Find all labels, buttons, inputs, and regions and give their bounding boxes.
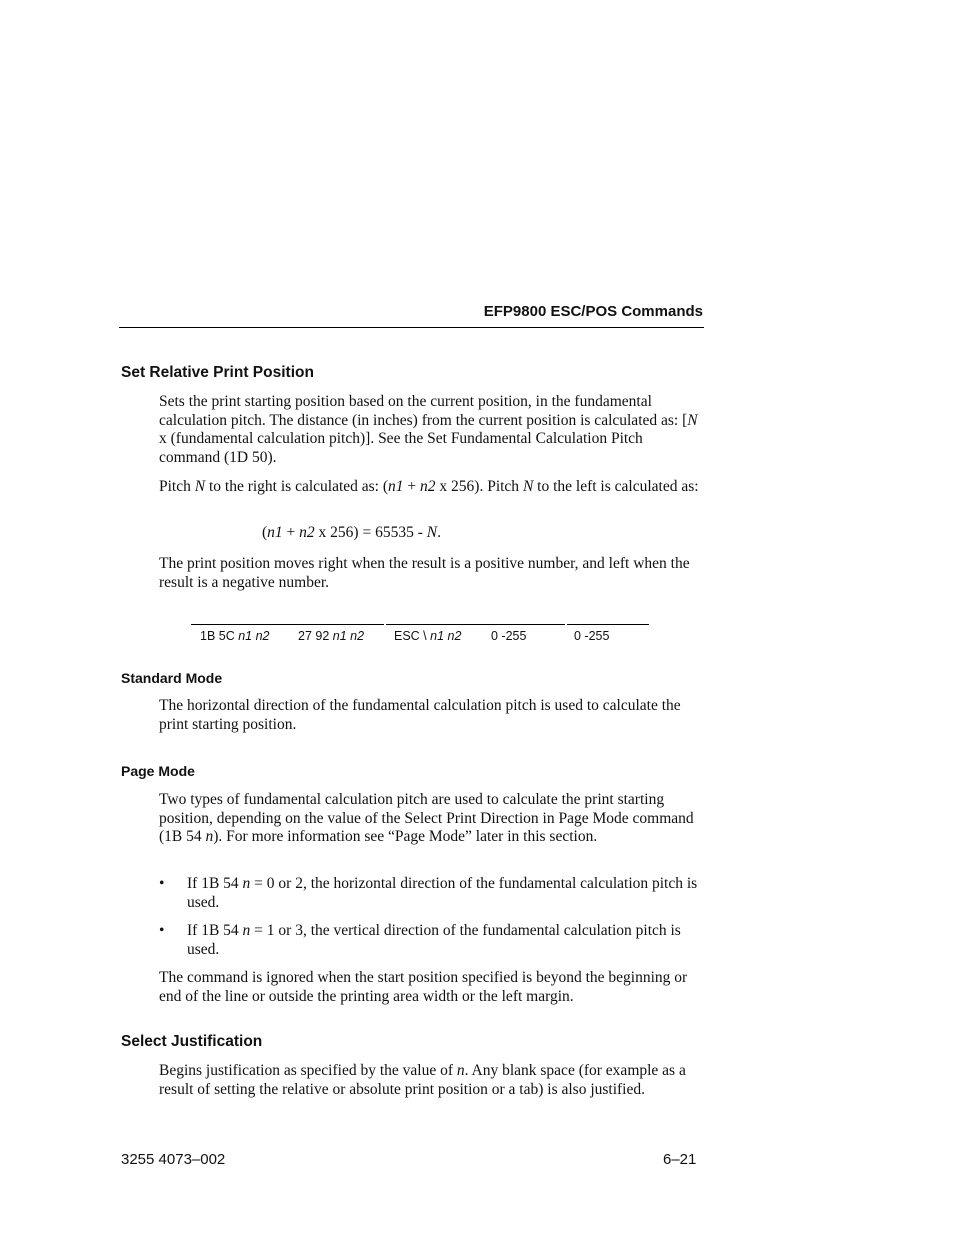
bullet-marker: • xyxy=(159,875,165,892)
paragraph-page-mode-intro: Two types of fundamental calculation pitch are used to calculate the print starting position, depending on the value of the Select Print Direction in Page Mode command (1B 54 n). For more information see “Page Mode” later in this section. xyxy=(159,791,694,846)
table-rule xyxy=(567,624,649,625)
paragraph-set-relative-intro: Sets the print starting position based on the current position, in the fundamental calculation pitch. The distance (in inches) from the current position is calculated as: [N x (fundamental calculation pitch)]. See the Set Fundamental Calculation Pitch command (1D 50). xyxy=(159,393,698,466)
table-rule xyxy=(386,624,565,625)
section-heading-standard-mode: Standard Mode xyxy=(121,670,223,686)
command-ascii: ESC \ n1 n2 xyxy=(394,629,462,643)
section-heading-set-relative: Set Relative Print Position xyxy=(121,364,314,381)
header-rule xyxy=(119,327,704,328)
bullet-marker: • xyxy=(159,922,165,939)
paragraph-select-justification: Begins justification as specified by the value of n. Any blank space (for example as a result of setting the relative or absolute print position or a tab) is also justified. xyxy=(159,1062,686,1098)
bullet-item-horizontal: If 1B 54 n = 0 or 2, the horizontal direction of the fundamental calculation pitch is used. xyxy=(187,875,698,911)
footer-page-number: 6–21 xyxy=(663,1151,697,1168)
formula: (n1 + n2 x 256) = 65535 - N. xyxy=(262,524,441,541)
section-heading-select-justification: Select Justification xyxy=(121,1033,263,1050)
section-heading-page-mode: Page Mode xyxy=(121,763,195,779)
table-rule xyxy=(191,624,384,625)
command-hex: 1B 5C n1 n2 xyxy=(200,629,270,643)
paragraph-standard-mode: The horizontal direction of the fundamental calculation pitch is used to calculate the print starting position. xyxy=(159,697,681,733)
range-n1: 0 -255 xyxy=(491,629,527,643)
bullet-item-vertical: If 1B 54 n = 1 or 3, the vertical direction of the fundamental calculation pitch is used. xyxy=(187,922,681,958)
paragraph-pitch-calculation: Pitch N to the right is calculated as: (n1 + n2 x 256). Pitch N to the left is calculated as: xyxy=(159,478,699,495)
footer-doc-number: 3255 4073–002 xyxy=(121,1151,226,1168)
paragraph-page-mode-ignored: The command is ignored when the start position specified is beyond the beginning or end of the line or outside the printing area width or the left margin. xyxy=(159,969,688,1005)
running-header: EFP9800 ESC/POS Commands xyxy=(483,303,703,320)
paragraph-print-direction: The print position moves right when the result is a positive number, and left when the result is a negative number. xyxy=(159,555,690,591)
command-decimal: 27 92 n1 n2 xyxy=(298,629,365,643)
range-n2: 0 -255 xyxy=(574,629,610,643)
